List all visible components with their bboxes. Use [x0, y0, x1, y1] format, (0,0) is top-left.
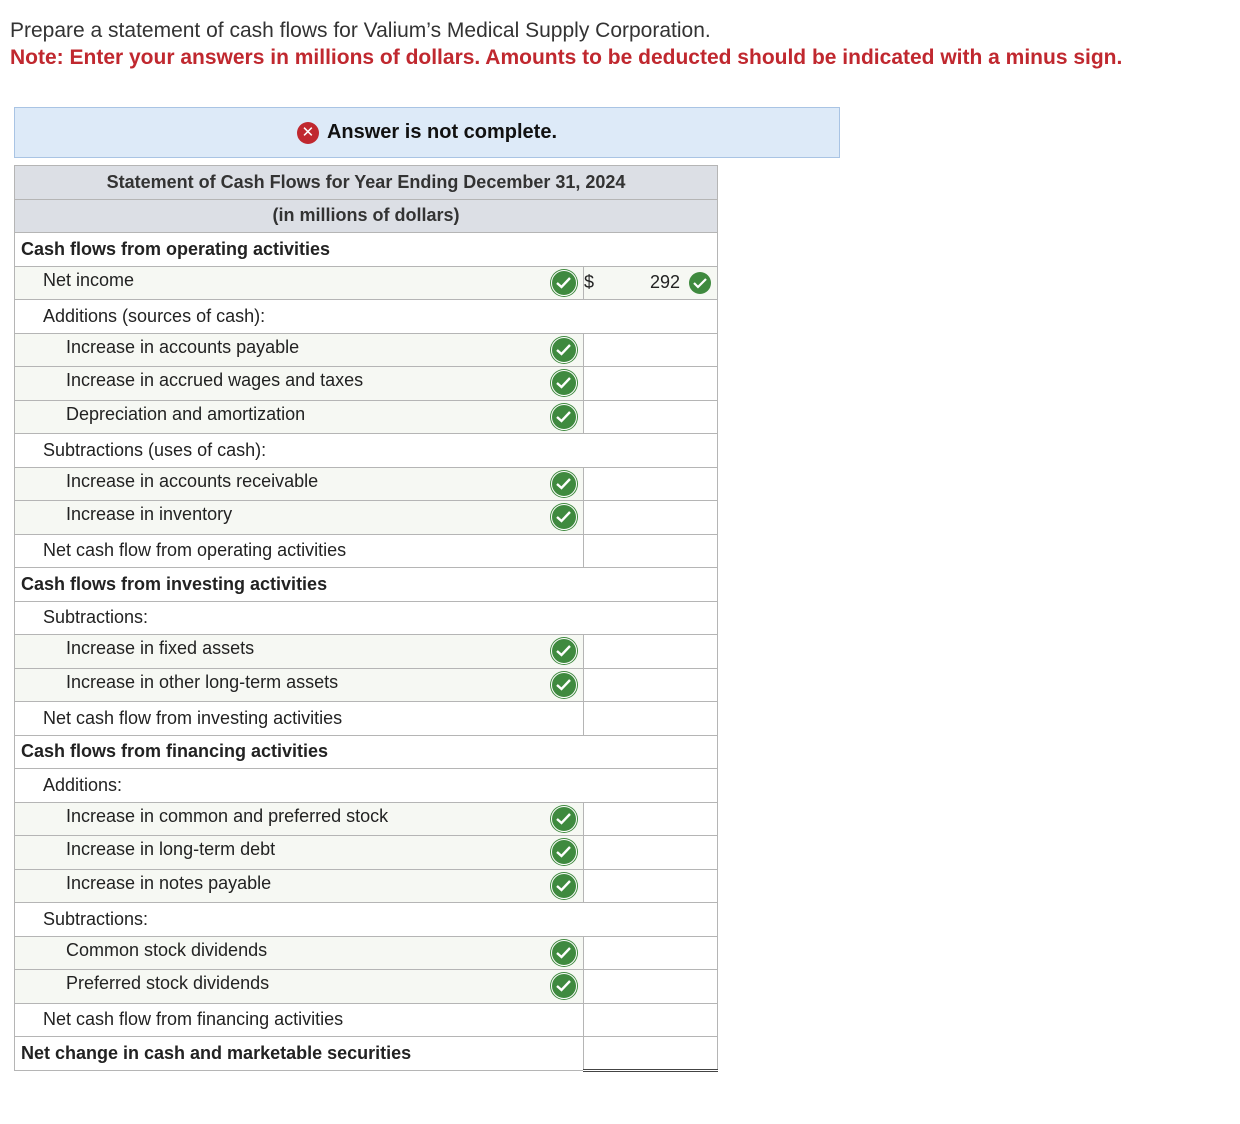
- depreciation-amortization-input[interactable]: [584, 400, 718, 434]
- section-row: [15, 601, 718, 635]
- check-icon: [551, 471, 577, 497]
- statement-subtitle: (in millions of dollars): [15, 199, 718, 233]
- subtractions-investing-label: Subtractions:: [15, 601, 718, 635]
- table-row: [15, 266, 718, 300]
- net-income-input[interactable]: [584, 266, 718, 300]
- net-investing-input[interactable]: [584, 702, 718, 736]
- check-icon: [551, 270, 577, 296]
- x-icon: ✕: [297, 122, 319, 144]
- table-row: [15, 668, 718, 702]
- additions-financing-label: Additions:: [15, 769, 718, 803]
- increase-fixed-assets-label: Increase in fixed assets: [66, 638, 255, 659]
- table-row: [15, 869, 718, 903]
- increase-inventory-input[interactable]: [584, 501, 718, 535]
- table-title-row: [15, 166, 718, 200]
- section-row: [15, 735, 718, 769]
- table-row: [15, 333, 718, 367]
- increase-accrued-wages-input[interactable]: [584, 367, 718, 401]
- question-prompt: Prepare a statement of cash flows for Valium’s Medical Supply Corporation.: [10, 19, 711, 42]
- table-row: [15, 970, 718, 1004]
- section-row: [15, 300, 718, 334]
- net-financing-label: Net cash flow from financing activities: [15, 1003, 584, 1037]
- answer-status-text: Answer is not complete.: [326, 121, 558, 143]
- investing-section-header: Cash flows from investing activities: [15, 568, 718, 602]
- depreciation-amortization-label: Depreciation and amortization: [66, 403, 306, 424]
- check-icon: [551, 839, 577, 865]
- check-icon: [551, 337, 577, 363]
- check-icon: [551, 672, 577, 698]
- table-row: [15, 836, 718, 870]
- increase-stock-input[interactable]: [584, 802, 718, 836]
- subtractions-operating-label: Subtractions (uses of cash):: [15, 434, 718, 468]
- net-financing-input[interactable]: [584, 1003, 718, 1037]
- net-operating-input[interactable]: [584, 534, 718, 568]
- question-note: Note: Enter your answers in millions of dollars. Amounts to be deducted should be indicated with a minus sign.: [10, 46, 1123, 69]
- table-row: [15, 501, 718, 535]
- table-row: [15, 1003, 718, 1037]
- section-row: [15, 568, 718, 602]
- check-icon: [551, 638, 577, 664]
- dollar-sign: $: [584, 271, 595, 292]
- check-icon: [689, 272, 711, 294]
- section-row: [15, 903, 718, 937]
- section-row: [15, 233, 718, 267]
- net-operating-label: Net cash flow from operating activities: [15, 534, 584, 568]
- preferred-dividends-label: Preferred stock dividends: [66, 973, 270, 994]
- increase-notes-payable-label: Increase in notes payable: [66, 872, 272, 893]
- increase-accounts-receivable-label: Increase in accounts receivable: [66, 470, 319, 491]
- increase-fixed-assets-input[interactable]: [584, 635, 718, 669]
- increase-lt-debt-label: Increase in long-term debt: [66, 839, 276, 860]
- increase-accounts-payable-label: Increase in accounts payable: [66, 336, 300, 357]
- table-row: [15, 702, 718, 736]
- check-icon: [551, 873, 577, 899]
- check-icon: [551, 973, 577, 999]
- statement-title: Statement of Cash Flows for Year Ending December 31, 2024: [15, 166, 718, 200]
- net-change-label: Net change in cash and marketable securities: [15, 1037, 584, 1071]
- subtractions-financing-label: Subtractions:: [15, 903, 718, 937]
- cash-flow-statement-table: [14, 165, 718, 1072]
- additions-operating-label: Additions (sources of cash):: [15, 300, 718, 334]
- common-dividends-input[interactable]: [584, 936, 718, 970]
- table-row: [15, 1037, 718, 1071]
- increase-notes-payable-input[interactable]: [584, 869, 718, 903]
- common-dividends-label: Common stock dividends: [66, 939, 268, 960]
- preferred-dividends-input[interactable]: [584, 970, 718, 1004]
- table-row: [15, 400, 718, 434]
- table-row: [15, 936, 718, 970]
- answer-status-banner: [14, 107, 840, 158]
- net-change-input[interactable]: [584, 1037, 718, 1071]
- check-icon: [551, 940, 577, 966]
- table-row: [15, 467, 718, 501]
- operating-section-header: Cash flows from operating activities: [15, 233, 718, 267]
- increase-inventory-label: Increase in inventory: [66, 504, 233, 525]
- table-subtitle-row: [15, 199, 718, 233]
- increase-accounts-payable-input[interactable]: [584, 333, 718, 367]
- table-row: [15, 802, 718, 836]
- check-icon: [551, 404, 577, 430]
- increase-other-lt-assets-label: Increase in other long-term assets: [66, 671, 339, 692]
- increase-accrued-wages-label: Increase in accrued wages and taxes: [66, 370, 364, 391]
- increase-other-lt-assets-input[interactable]: [584, 668, 718, 702]
- check-icon: [551, 504, 577, 530]
- check-icon: [551, 370, 577, 396]
- check-icon: [551, 806, 577, 832]
- net-income-value: 292: [649, 271, 680, 292]
- table-row: [15, 534, 718, 568]
- increase-accounts-receivable-input[interactable]: [584, 467, 718, 501]
- net-investing-label: Net cash flow from investing activities: [15, 702, 584, 736]
- section-row: [15, 769, 718, 803]
- table-row: [15, 635, 718, 669]
- table-row: [15, 367, 718, 401]
- increase-lt-debt-input[interactable]: [584, 836, 718, 870]
- section-row: [15, 434, 718, 468]
- increase-stock-label: Increase in common and preferred stock: [66, 805, 389, 826]
- net-income-label: Net income: [43, 269, 135, 290]
- financing-section-header: Cash flows from financing activities: [15, 735, 718, 769]
